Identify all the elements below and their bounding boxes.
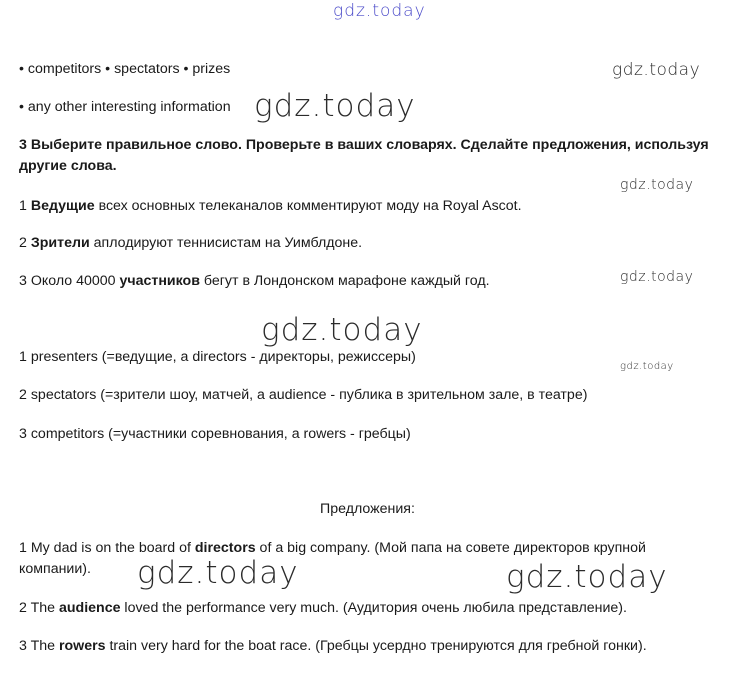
watermark: gdz.today xyxy=(612,60,701,80)
example-1: 1 My dad is on the board of directors of a big company. (Мой папа на совете директоров крупной компании). xyxy=(19,540,646,577)
answer-3: 3 competitors (=участники соревнования, a rowers - гребцы) xyxy=(19,426,411,442)
answer-2: 2 spectators (=зрители шоу, матчей, a audience - публика в зрительном зале, в театре) xyxy=(19,387,588,403)
watermark: gdz.today xyxy=(620,177,694,193)
watermark: gdz.today xyxy=(620,269,694,285)
bullet-line-2: • any other interesting information xyxy=(19,99,231,115)
watermark-top: gdz.today xyxy=(333,1,426,21)
examples-heading: Предложения: xyxy=(320,501,415,517)
watermark: gdz.today xyxy=(261,312,423,348)
bullet-line-1: • competitors • spectators • prizes xyxy=(19,61,231,77)
answer-1: 1 presenters (=ведущие, a directors - директоры, режиссеры) xyxy=(19,349,416,365)
example-2: 2 The audience loved the performance very much. (Аудитория очень любила представление). xyxy=(19,600,627,616)
watermark: gdz.today xyxy=(254,88,416,124)
task-heading: 3 Выберите правильное слово. Проверьте в ваших словарях. Сделайте предложения, используя другие слова. xyxy=(19,137,709,174)
watermark: gdz.today xyxy=(137,555,299,591)
watermark: gdz.today xyxy=(620,361,674,372)
task-sentence-2: 2 Зрители аплодируют теннисистам на Уимблдоне. xyxy=(19,235,363,251)
example-3: 3 The rowers train very hard for the boat race. (Гребцы усердно тренируются для гребной гонки). xyxy=(19,638,647,654)
task-sentence-3: 3 Около 40000 участников бегут в Лондонском марафоне каждый год. xyxy=(19,273,490,289)
watermark: gdz.today xyxy=(506,559,668,595)
task-sentence-1: 1 Ведущие всех основных телеканалов комментируют моду на Royal Ascot. xyxy=(19,198,522,214)
